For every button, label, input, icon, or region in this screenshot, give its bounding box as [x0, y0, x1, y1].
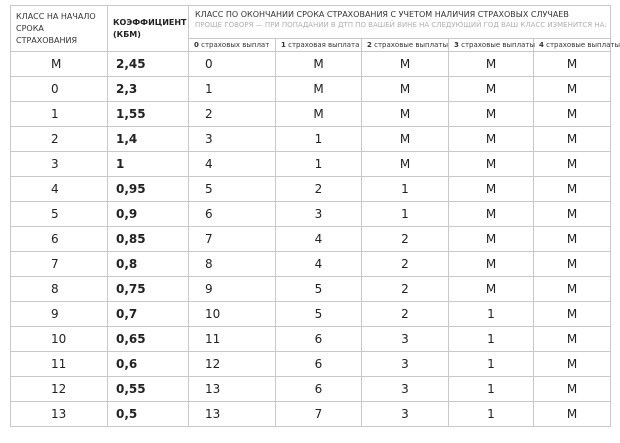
result-4-payouts-cell: M	[534, 352, 611, 377]
result-2-payouts-cell: 1	[362, 202, 449, 227]
result-0-payouts-cell: 12	[189, 352, 276, 377]
result-1-payout-cell: 4	[276, 252, 362, 277]
start-class-cell: 1	[11, 102, 108, 127]
result-3-payouts-cell: M	[449, 177, 534, 202]
table-row	[11, 202, 611, 227]
result-2-payouts-cell: 3	[362, 327, 449, 352]
result-1-payout-cell: 7	[276, 402, 362, 427]
result-0-payouts-cell: 13	[189, 377, 276, 402]
result-0-payouts-cell: 5	[189, 177, 276, 202]
coefficient-cell: 0,95	[108, 177, 189, 202]
sub-column-header: 0 страховых выплат	[189, 39, 276, 52]
table-row	[11, 277, 611, 302]
result-4-payouts-cell: M	[534, 127, 611, 152]
sub-column-header: 2 страховые выплаты	[362, 39, 449, 52]
result-2-payouts-cell: 2	[362, 227, 449, 252]
result-4-payouts-cell: M	[534, 77, 611, 102]
result-4-payouts-cell: M	[534, 202, 611, 227]
result-4-payouts-cell: M	[534, 227, 611, 252]
result-3-payouts-cell: M	[449, 127, 534, 152]
coefficient-cell: 2,45	[108, 52, 189, 77]
coefficient-cell: 0,9	[108, 202, 189, 227]
result-4-payouts-cell: M	[534, 277, 611, 302]
end-class-title: КЛАСС ПО ОКОНЧАНИИ СРОКА СТРАХОВАНИЯ С УЧЕТОМ НАЛИЧИЯ СТРАХОВЫХ СЛУЧАЕВ	[195, 10, 569, 19]
result-1-payout-cell: M	[276, 102, 362, 127]
result-2-payouts-cell: 1	[362, 177, 449, 202]
result-3-payouts-cell: M	[449, 227, 534, 252]
table-row	[11, 77, 611, 102]
start-class-cell: 11	[11, 352, 108, 377]
result-3-payouts-cell: M	[449, 77, 534, 102]
coefficient-cell: 0,55	[108, 377, 189, 402]
result-1-payout-cell: 1	[276, 152, 362, 177]
result-0-payouts-cell: 4	[189, 152, 276, 177]
result-3-payouts-cell: M	[449, 277, 534, 302]
result-0-payouts-cell: 10	[189, 302, 276, 327]
start-class-cell: 8	[11, 277, 108, 302]
coefficient-cell: 0,5	[108, 402, 189, 427]
start-class-cell: 5	[11, 202, 108, 227]
result-4-payouts-cell: M	[534, 327, 611, 352]
result-1-payout-cell: 2	[276, 177, 362, 202]
result-1-payout-cell: M	[276, 77, 362, 102]
result-2-payouts-cell: 2	[362, 252, 449, 277]
result-3-payouts-cell: M	[449, 202, 534, 227]
start-class-cell: 10	[11, 327, 108, 352]
start-class-cell: M	[11, 52, 108, 77]
result-1-payout-cell: 6	[276, 327, 362, 352]
coefficient-cell: 1,4	[108, 127, 189, 152]
result-1-payout-cell: 6	[276, 377, 362, 402]
end-class-subtitle: ПРОЩЕ ГОВОРЯ — ПРИ ПОПАДАНИИ В ДТП ПО ВАШЕЙ ВИНЕ НА СЛЕДУЮЩИЙ ГОД ВАШ КЛАСС ИЗМЕНИТСЯ НА:	[195, 21, 607, 29]
sub-column-header: 3 страховые выплаты	[449, 39, 534, 52]
table-row	[11, 252, 611, 277]
result-0-payouts-cell: 1	[189, 77, 276, 102]
start-class-cell: 9	[11, 302, 108, 327]
table-row	[11, 102, 611, 127]
result-4-payouts-cell: M	[534, 177, 611, 202]
result-0-payouts-cell: 7	[189, 227, 276, 252]
table-row	[11, 377, 611, 402]
result-0-payouts-cell: 3	[189, 127, 276, 152]
sub-column-header: 4 страховые выплаты	[534, 39, 611, 52]
start-class-cell: 2	[11, 127, 108, 152]
table-row	[11, 152, 611, 177]
kbm-table-container	[10, 5, 620, 427]
result-0-payouts-cell: 13	[189, 402, 276, 427]
start-class-cell: 13	[11, 402, 108, 427]
coefficient-cell: 0,7	[108, 302, 189, 327]
result-3-payouts-cell: 1	[449, 302, 534, 327]
result-3-payouts-cell: M	[449, 252, 534, 277]
result-0-payouts-cell: 11	[189, 327, 276, 352]
result-3-payouts-cell: M	[449, 102, 534, 127]
result-3-payouts-cell: 1	[449, 352, 534, 377]
result-3-payouts-cell: M	[449, 152, 534, 177]
coefficient-cell: 2,3	[108, 77, 189, 102]
table-row	[11, 352, 611, 377]
header-row	[11, 6, 611, 39]
result-0-payouts-cell: 2	[189, 102, 276, 127]
result-4-payouts-cell: M	[534, 102, 611, 127]
result-2-payouts-cell: M	[362, 152, 449, 177]
result-1-payout-cell: 3	[276, 202, 362, 227]
table-row	[11, 227, 611, 252]
result-2-payouts-cell: 2	[362, 277, 449, 302]
coefficient-cell: 0,65	[108, 327, 189, 352]
end-class-header	[189, 6, 611, 39]
result-2-payouts-cell: 2	[362, 302, 449, 327]
result-3-payouts-cell: 1	[449, 377, 534, 402]
result-0-payouts-cell: 9	[189, 277, 276, 302]
table-row	[11, 127, 611, 152]
result-4-payouts-cell: M	[534, 402, 611, 427]
start-class-cell: 3	[11, 152, 108, 177]
result-3-payouts-cell: 1	[449, 402, 534, 427]
result-0-payouts-cell: 0	[189, 52, 276, 77]
start-class-cell: 7	[11, 252, 108, 277]
coefficient-cell: 1	[108, 152, 189, 177]
table-row	[11, 52, 611, 77]
result-1-payout-cell: 5	[276, 277, 362, 302]
result-1-payout-cell: 6	[276, 352, 362, 377]
result-4-payouts-cell: M	[534, 377, 611, 402]
result-2-payouts-cell: M	[362, 102, 449, 127]
coefficient-cell: 1,55	[108, 102, 189, 127]
start-class-cell: 0	[11, 77, 108, 102]
table-body	[11, 52, 611, 427]
result-4-payouts-cell: M	[534, 52, 611, 77]
result-2-payouts-cell: M	[362, 52, 449, 77]
result-2-payouts-cell: 3	[362, 402, 449, 427]
result-0-payouts-cell: 6	[189, 202, 276, 227]
result-3-payouts-cell: M	[449, 52, 534, 77]
table-row	[11, 327, 611, 352]
result-0-payouts-cell: 8	[189, 252, 276, 277]
coefficient-cell: 0,85	[108, 227, 189, 252]
result-1-payout-cell: 4	[276, 227, 362, 252]
start-class-cell: 12	[11, 377, 108, 402]
result-2-payouts-cell: M	[362, 77, 449, 102]
result-1-payout-cell: 1	[276, 127, 362, 152]
table-row	[11, 302, 611, 327]
kbm-table	[10, 5, 620, 427]
start-class-cell: 4	[11, 177, 108, 202]
coefficient-cell: 0,75	[108, 277, 189, 302]
result-3-payouts-cell: 1	[449, 327, 534, 352]
result-1-payout-cell: M	[276, 52, 362, 77]
coefficient-cell: 0,6	[108, 352, 189, 377]
result-4-payouts-cell: M	[534, 252, 611, 277]
result-2-payouts-cell: M	[362, 127, 449, 152]
result-1-payout-cell: 5	[276, 302, 362, 327]
coefficient-header: КОЭФФИЦИЕНТ (КБМ)	[108, 6, 189, 52]
result-4-payouts-cell: M	[534, 152, 611, 177]
result-4-payouts-cell: M	[534, 302, 611, 327]
result-2-payouts-cell: 3	[362, 377, 449, 402]
start-class-header: КЛАСС НА НАЧАЛО СРОКА СТРАХОВАНИЯ	[11, 6, 108, 52]
coefficient-cell: 0,8	[108, 252, 189, 277]
table-row	[11, 177, 611, 202]
result-2-payouts-cell: 3	[362, 352, 449, 377]
table-row	[11, 402, 611, 427]
start-class-cell: 6	[11, 227, 108, 252]
sub-column-header: 1 страховая выплата	[276, 39, 362, 52]
